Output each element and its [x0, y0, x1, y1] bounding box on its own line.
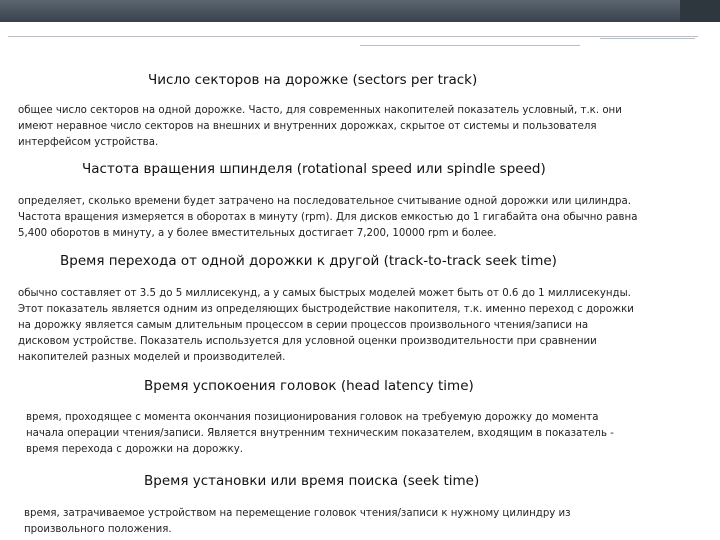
text-line: имеют неравное число секторов на внешних и внутренних дорожках, скрытое от системы и пользователя — [18, 121, 597, 132]
text-line: на дорожку является самым длительным процессом в серии процессов произвольного чтения/записи на — [18, 320, 589, 331]
text-line: время, затрачиваемое устройством на перемещение головок чтения/записи к нужному цилиндру из — [24, 508, 571, 519]
section-text-rotational-speed — [18, 194, 637, 242]
section-text-seek-time — [24, 506, 571, 538]
section-heading-head-latency-time: Время успокоения головок (head latency time) — [144, 378, 474, 394]
section-heading-track-to-track-seek-time: Время перехода от одной дорожки к другой (track-to-track seek time) — [60, 253, 557, 269]
text-line: произвольного положения. — [24, 524, 172, 535]
section-text-head-latency-time — [26, 410, 614, 458]
section-text-track-to-track-seek-time — [18, 286, 634, 366]
text-line: общее число секторов на одной дорожке. Часто, для современных накопителей показатель условный, т.к. они — [18, 105, 622, 116]
text-line: Этот показатель является одним из определяющих быстродействие накопителя, т.к. именно переход с дорожки — [18, 304, 634, 315]
text-line: накопителей разных моделей и производителей. — [18, 352, 286, 363]
divider-line — [8, 36, 698, 37]
divider-line — [600, 38, 695, 39]
text-line: время, проходящее с момента окончания позиционирования головок на требуемую дорожку до момента — [26, 412, 599, 423]
title-bar-accent — [680, 0, 720, 22]
section-heading-rotational-speed: Частота вращения шпинделя (rotational speed или spindle speed) — [82, 161, 546, 177]
text-line: начала операции чтения/записи. Является внутренним техническим показателем, входящим в показатель - — [26, 428, 614, 439]
section-text-sectors-per-track — [18, 103, 622, 151]
text-line: время перехода с дорожки на дорожку. — [26, 444, 243, 455]
section-heading-sectors-per-track: Число секторов на дорожке (sectors per track) — [148, 72, 478, 88]
text-line: интерфейсом устройства. — [18, 137, 159, 148]
text-line: 5,400 оборотов в минуту, а у более вместительных достигает 7,200, 10000 rpm и более. — [18, 228, 497, 239]
text-line: определяет, сколько времени будет затрачено на последовательное считывание одной дорожки или цилиндра. — [18, 196, 631, 207]
title-bar — [0, 0, 720, 22]
text-line: Частота вращения измеряется в оборотах в минуту (rpm). Для дисков емкостью до 1 гигабайта она обычно равна — [18, 212, 638, 223]
section-heading-seek-time: Время установки или время поиска (seek time) — [144, 473, 480, 489]
text-line: обычно составляет от 3.5 до 5 миллисекунд, а у самых быстрых моделей может быть от 0.6 до 1 миллисекунды. — [18, 288, 631, 299]
divider-line — [360, 45, 580, 46]
text-line: дисковом устройстве. Показатель используется для условной оценки производительности при сравнении — [18, 336, 597, 347]
